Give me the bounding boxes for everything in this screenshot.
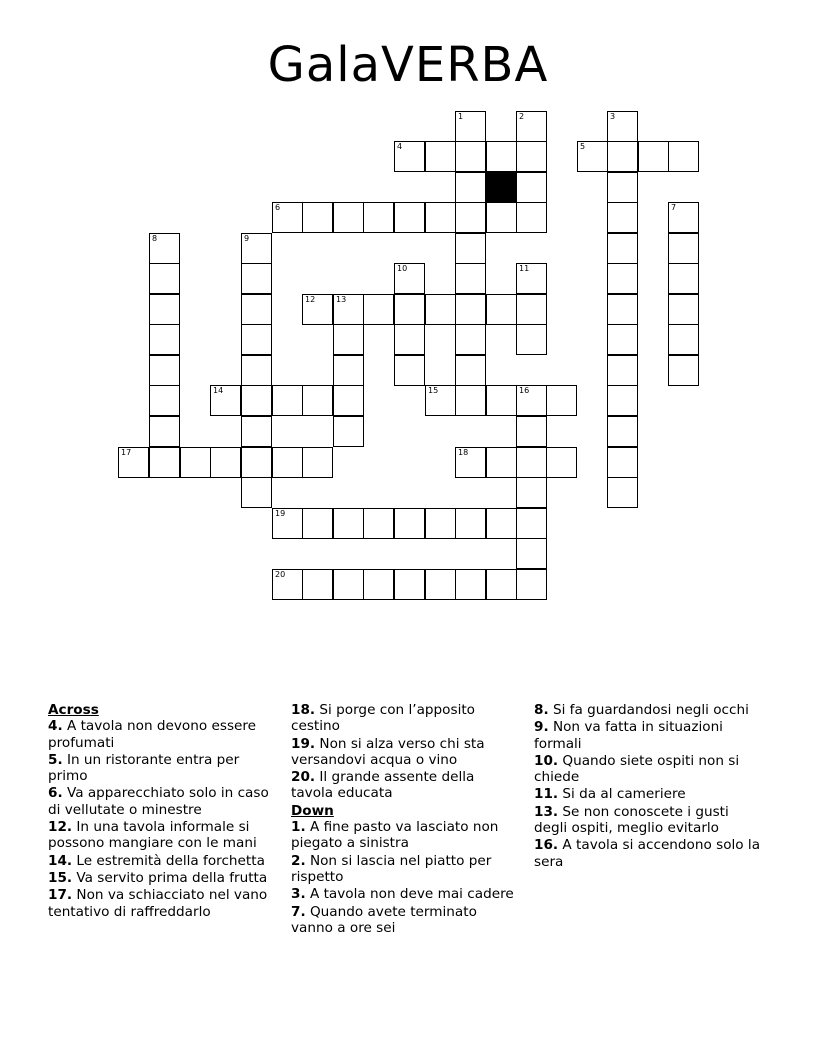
clue-number: 12 [305,295,316,304]
clue-item-number: 8. [534,702,549,718]
clue-item-text: Il grande assente della tavola educata [291,769,475,802]
grid-cell[interactable] [241,477,272,508]
grid-cell[interactable] [149,324,180,355]
grid-cell[interactable] [394,569,425,600]
grid-cell[interactable] [363,569,394,600]
grid-cell[interactable] [394,324,425,355]
grid-cell[interactable] [302,569,333,600]
clue-item-number: 14. [48,852,73,869]
grid-cell[interactable] [607,141,638,172]
clue-item-text: Si da al cameriere [558,786,686,803]
clues-column-3 [534,702,764,871]
grid-cell[interactable] [607,263,638,294]
clue-item-text: Quando avete terminato vanno a ore sei [291,903,477,936]
grid-cell[interactable] [425,385,456,416]
clue-item-number: 3. [291,886,306,903]
grid-cell[interactable] [333,385,364,416]
grid-cell[interactable] [516,324,547,355]
clue-item [48,887,278,920]
grid-cell[interactable] [425,202,456,233]
grid-cell[interactable] [516,447,547,478]
grid-cell[interactable] [668,233,699,264]
grid-cell[interactable] [607,324,638,355]
clue-item-text: Quando siete ospiti non si chiede [534,752,740,786]
grid-cell[interactable] [486,141,517,172]
grid-cell[interactable] [302,202,333,233]
clue-item [291,736,516,769]
grid-cell[interactable] [607,294,638,325]
grid-cell[interactable] [241,263,272,294]
clue-item-text: In una tavola informale si possono mangiare con le mani [48,819,257,852]
down-header: Down [291,802,334,819]
clue-item-text: Non va schiacciato nel vano tentativo di raffreddarlo [48,887,268,920]
grid-cell[interactable] [546,385,577,416]
clue-item [48,718,278,751]
grid-cell[interactable] [455,172,486,203]
across-header: Across [48,702,99,718]
grid-cell[interactable] [149,263,180,294]
grid-cell[interactable] [425,569,456,600]
clue-item-text: Non si alza verso chi sta versandovi acqua o vino [291,735,485,768]
clue-number: 20 [275,570,286,579]
clue-number: 3 [610,112,616,121]
grid-cell[interactable] [272,508,303,539]
clue-item [291,904,516,937]
grid-cell[interactable] [241,324,272,355]
clue-item-number: 13. [534,803,559,820]
clue-item-number: 11. [534,786,559,803]
grid-cell[interactable] [241,416,272,447]
grid-cell[interactable] [394,202,425,233]
clue-item [534,804,764,837]
grid-cell[interactable] [516,111,547,142]
clue-item-number: 17. [48,887,73,904]
clues-column-1 [48,702,278,921]
clue-number: 10 [397,264,408,273]
clue-item [534,786,764,802]
grid-cell[interactable] [149,294,180,325]
clue-item [48,752,278,785]
grid-cell[interactable] [333,416,364,447]
grid-cell[interactable] [272,569,303,600]
grid-cell[interactable] [149,233,180,264]
clue-item-number: 4. [48,718,63,735]
grid-cell[interactable] [455,447,486,478]
grid-cell[interactable] [607,202,638,233]
clue-number: 1 [458,112,464,121]
grid-cell[interactable] [486,508,517,539]
clue-item-text: Si porge con l’apposito cestino [291,702,475,735]
clue-number: 15 [428,386,439,395]
clue-item [291,853,516,886]
grid-cell[interactable] [516,416,547,447]
grid-cell[interactable] [516,538,547,569]
grid-cell[interactable] [302,447,333,478]
grid-cell[interactable] [302,294,333,325]
grid-cell[interactable] [455,141,486,172]
grid-cell[interactable] [149,447,180,478]
grid-cell[interactable] [272,385,303,416]
clue-item [534,837,764,870]
grid-cell[interactable] [455,263,486,294]
clue-item [48,870,278,886]
clue-item [291,769,516,802]
grid-cell[interactable] [333,355,364,386]
grid-cell[interactable] [394,508,425,539]
grid-cell[interactable] [363,294,394,325]
clue-item-number: 12. [48,819,73,836]
clue-item [534,719,764,752]
grid-cell[interactable] [210,447,241,478]
clue-item [291,819,516,852]
black-cell [486,172,517,203]
grid-cell[interactable] [486,294,517,325]
grid-cell[interactable] [516,294,547,325]
grid-cell[interactable] [607,385,638,416]
grid-cell[interactable] [638,141,669,172]
clue-number: 11 [519,264,530,273]
grid-cell[interactable] [272,447,303,478]
grid-cell[interactable] [516,385,547,416]
grid-cell[interactable] [486,385,517,416]
grid-cell[interactable] [455,233,486,264]
clue-item-number: 20. [291,769,316,786]
grid-cell[interactable] [607,111,638,142]
grid-cell[interactable] [607,172,638,203]
clue-item-text: A tavola non deve mai cadere [305,886,514,903]
grid-cell[interactable] [241,355,272,386]
clue-item [48,819,278,852]
clue-number: 9 [244,234,250,243]
clue-item [291,886,516,902]
grid-cell[interactable] [333,324,364,355]
grid-cell[interactable] [486,447,517,478]
grid-cell[interactable] [455,111,486,142]
clue-item-text: A tavola non devono essere profumati [48,718,257,751]
clue-number: 4 [397,142,403,151]
clue-item-text: Non va fatta in situazioni formali [534,719,723,752]
grid-cell[interactable] [668,202,699,233]
grid-cell[interactable] [302,508,333,539]
clue-number: 8 [152,234,158,243]
grid-cell[interactable] [455,385,486,416]
grid-cell[interactable] [546,447,577,478]
clue-item [48,785,278,818]
grid-cell[interactable] [668,355,699,386]
clue-item-number: 5. [48,751,63,768]
grid-cell[interactable] [118,447,149,478]
grid-cell[interactable] [516,263,547,294]
grid-cell[interactable] [333,202,364,233]
grid-cell[interactable] [363,508,394,539]
clue-item-number: 2. [291,852,306,869]
grid-cell[interactable] [577,141,608,172]
grid-cell[interactable] [455,569,486,600]
clue-item-number: 18. [291,702,316,718]
clue-item-text: Le estremità della forchetta [72,852,265,869]
clue-item-text: Si fa guardandosi negli occhi [548,702,749,718]
grid-cell[interactable] [607,355,638,386]
grid-cell[interactable] [455,202,486,233]
clue-item-text: Va apparecchiato solo in caso di vellutate o minestre [48,785,269,818]
clue-item-text: A fine pasto va lasciato non piegato a sinistra [291,819,499,852]
grid-cell[interactable] [486,569,517,600]
grid-cell[interactable] [149,416,180,447]
grid-cell[interactable] [333,294,364,325]
grid-cell[interactable] [516,141,547,172]
clue-item-number: 10. [534,752,559,769]
clue-item [534,702,764,718]
grid-cell[interactable] [516,172,547,203]
grid-cell[interactable] [425,141,456,172]
grid-cell[interactable] [486,202,517,233]
clue-number: 7 [671,203,677,212]
grid-cell[interactable] [302,385,333,416]
grid-cell[interactable] [455,355,486,386]
grid-cell[interactable] [455,294,486,325]
clue-number: 2 [519,112,525,121]
grid-cell[interactable] [333,569,364,600]
grid-cell[interactable] [363,202,394,233]
grid-cell[interactable] [241,294,272,325]
grid-cell[interactable] [272,202,303,233]
grid-cell[interactable] [607,233,638,264]
grid-cell[interactable] [394,355,425,386]
clue-item-text: Se non conoscete i gusti degli ospiti, meglio evitarlo [534,803,729,837]
clue-item-number: 15. [48,869,73,886]
grid-cell[interactable] [149,385,180,416]
clue-item-number: 19. [291,735,316,752]
grid-cell[interactable] [516,569,547,600]
clue-number: 6 [275,203,281,212]
grid-cell[interactable] [241,385,272,416]
clue-number: 14 [213,386,224,395]
clue-item-number: 6. [48,785,63,802]
grid-cell[interactable] [180,447,211,478]
clue-item [48,853,278,869]
grid-cell[interactable] [333,508,364,539]
grid-cell[interactable] [425,294,456,325]
clue-number: 18 [458,448,469,457]
clue-item-text: Va servito prima della frutta [72,869,268,886]
grid-cell[interactable] [394,263,425,294]
grid-cell[interactable] [394,141,425,172]
grid-cell[interactable] [607,416,638,447]
grid-cell[interactable] [241,233,272,264]
clue-item-number: 1. [291,819,306,836]
grid-cell[interactable] [668,263,699,294]
grid-cell[interactable] [516,508,547,539]
clue-item [291,702,516,735]
grid-cell[interactable] [455,508,486,539]
clue-item-number: 9. [534,719,549,736]
clue-item-text: In un ristorante entra per primo [48,751,240,785]
grid-cell[interactable] [210,385,241,416]
clue-item-number: 16. [534,837,559,854]
clue-number: 16 [519,386,530,395]
grid-cell[interactable] [394,294,425,325]
grid-cell[interactable] [607,447,638,478]
grid-cell[interactable] [241,447,272,478]
clue-number: 13 [336,295,347,304]
grid-cell[interactable] [607,477,638,508]
grid-cell[interactable] [455,324,486,355]
clue-item-text: A tavola si accendono solo la sera [534,837,761,870]
grid-cell[interactable] [149,355,180,386]
page-title: GalaVERBA [267,37,549,93]
clue-item-number: 7. [291,903,306,920]
clue-number: 17 [121,448,132,457]
grid-cell[interactable] [425,508,456,539]
clues-column-2 [291,702,516,937]
clue-number: 19 [275,509,286,518]
grid-cell[interactable] [668,294,699,325]
grid-cell[interactable] [668,324,699,355]
grid-cell[interactable] [668,141,699,172]
grid-cell[interactable] [516,202,547,233]
clue-item [534,753,764,786]
clue-item-text: Non si lascia nel piatto per rispetto [291,852,492,885]
grid-cell[interactable] [516,477,547,508]
clue-number: 5 [580,142,586,151]
